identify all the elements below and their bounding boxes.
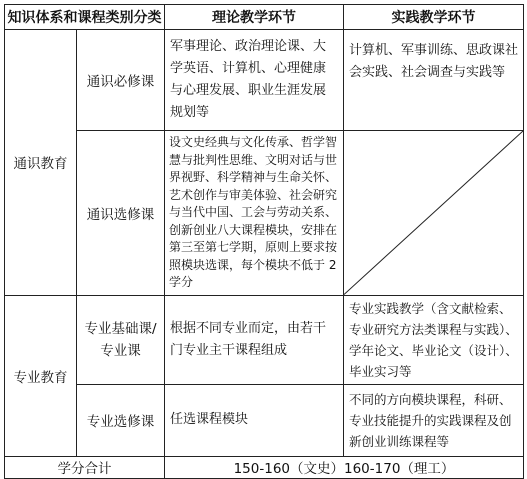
major-core-row bbox=[5, 295, 524, 384]
major-core-practice: 专业实践教学（含文献检索、专业研究方法类课程与实践）、学年论文、毕业论文（设计）、毕业实习等 bbox=[344, 295, 524, 384]
general-required-label: 通识必修课 bbox=[77, 30, 165, 131]
header-row bbox=[5, 5, 524, 30]
curriculum-table bbox=[4, 4, 524, 479]
major-education-label: 专业教育 bbox=[5, 295, 77, 456]
general-elective-theory: 设文史经典与文化传承、哲学智慧与批判性思维、文明对话与世界视野、科学精神与生命关怀、艺术创作与审美体验、社会研究与当代中国、工会与劳动关系、创新创业八大课程模块，安排在第三至第七学期，原则上要求按照模块选课，每个模块不低于 2 学分 bbox=[165, 131, 344, 296]
general-required-practice: 计算机、军事训练、思政课社会实践、社会调查与实践等 bbox=[344, 30, 524, 131]
major-core-label: 专业基础课/专业课 bbox=[77, 295, 165, 384]
general-required-theory: 军事理论、政治理论课、大学英语、计算机、心理健康与心理发展、职业生涯发展规划等 bbox=[165, 30, 344, 131]
header-practice: 实践教学环节 bbox=[344, 5, 524, 30]
credits-row bbox=[5, 456, 524, 478]
major-elective-row bbox=[5, 384, 524, 456]
general-required-row bbox=[5, 30, 524, 131]
header-category: 知识体系和课程类别分类 bbox=[5, 5, 165, 30]
major-elective-practice: 不同的方向模块课程，科研、专业技能提升的实践课程及创新创业训练课程等 bbox=[344, 384, 524, 456]
major-elective-theory: 任选课程模块 bbox=[165, 384, 344, 456]
major-elective-label: 专业选修课 bbox=[77, 384, 165, 456]
major-core-theory: 根据不同专业而定，由若干门专业主干课程组成 bbox=[165, 295, 344, 384]
general-elective-row bbox=[5, 131, 524, 296]
credits-value: 150-160（文史）160-170（理工） bbox=[165, 456, 524, 478]
general-elective-practice-empty bbox=[344, 131, 524, 296]
general-elective-label: 通识选修课 bbox=[77, 131, 165, 296]
header-theory: 理论教学环节 bbox=[165, 5, 344, 30]
general-education-label: 通识教育 bbox=[5, 30, 77, 296]
diagonal-line bbox=[344, 131, 523, 295]
credits-label: 学分合计 bbox=[5, 456, 165, 478]
